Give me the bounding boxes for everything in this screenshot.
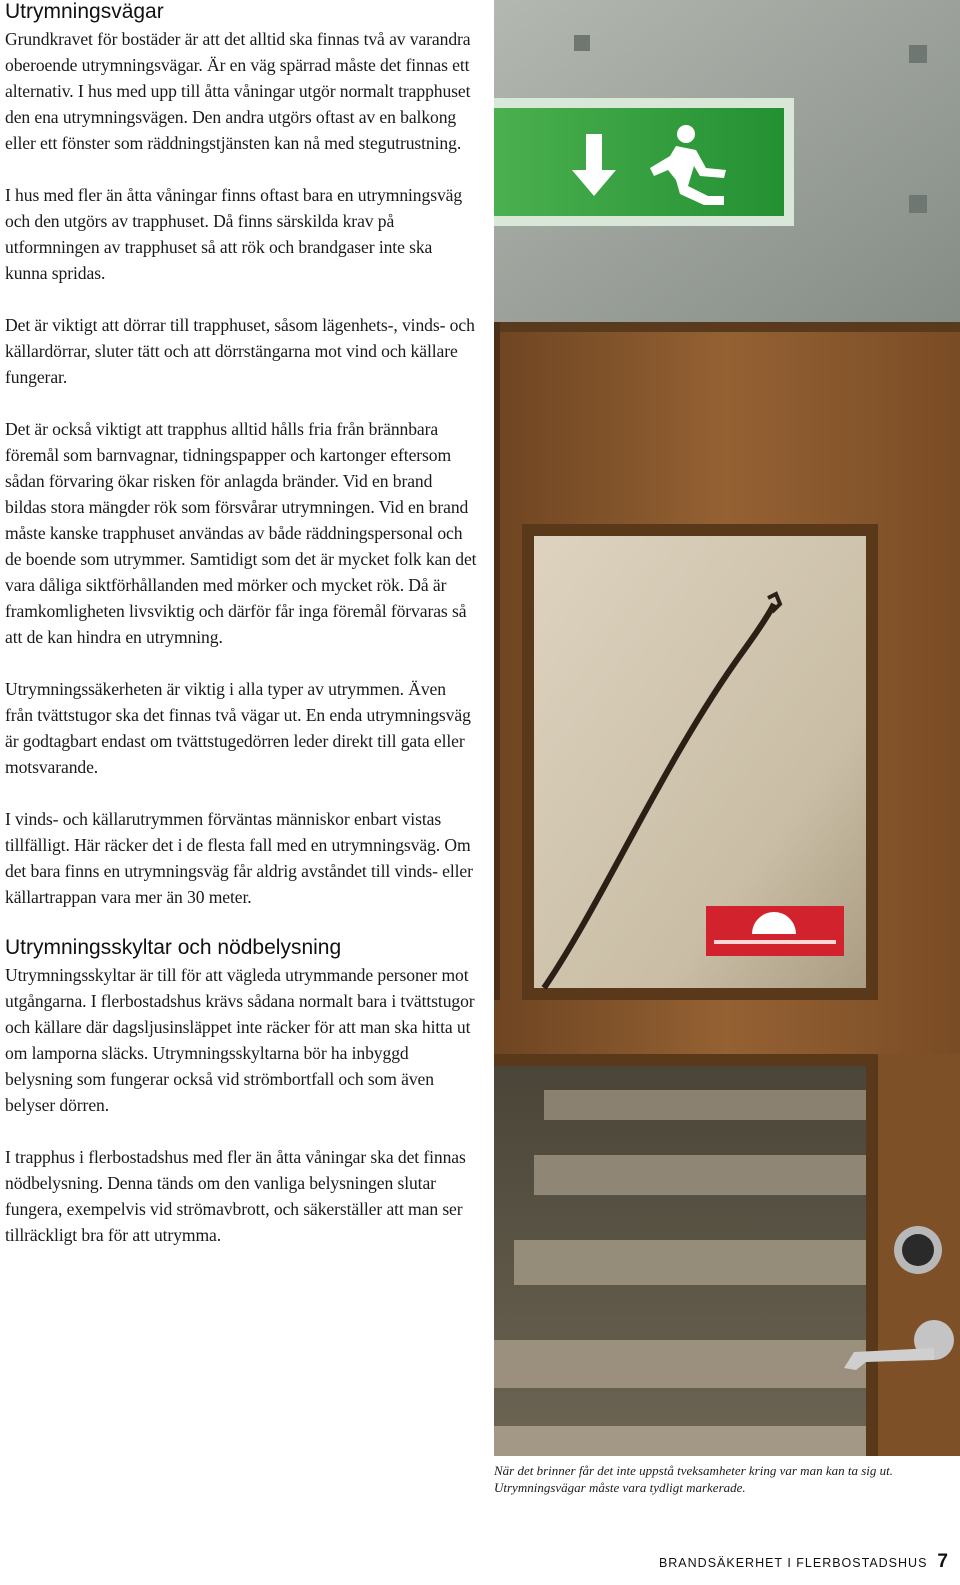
section-heading-escape-routes: Utrymningsvägar <box>5 0 164 23</box>
paragraph: Utrymningsskyltar är till för att vägleda utrymmande personer mot utgångarna. I flerbostadshus krävs sådana normalt bara i tvättstugor och källare där dagsljusinsläppet inte räcker för att man ska hitta ut om lamporna släcks. Utrymningsskyltarna bör ha inbyggd belysning som fungerar också vid strömbortfall och som även belyser dörren. <box>5 965 475 1115</box>
page-number: 7 <box>937 1551 948 1572</box>
text-column <box>5 0 477 1274</box>
exit-sign <box>494 98 794 226</box>
paragraph: I trapphus i flerbostadshus med fler än åtta våningar ska det finnas nödbelysning. Denna tänds om den vanliga belysningen slutar fungera, exempelvis vid strömavbrott, och säkerställer att man ser tillräckligt bra för att utrymma. <box>5 1147 466 1245</box>
paragraph: Grundkravet för bostäder är att det alltid ska finnas två av varandra oberoende utrymningsvägar. Är en väg spärrad måste det finnas ett alternativ. I hus med upp till åtta våningar utgör normalt trapphuset den ena utrymningsvägen. Den andra utgörs oftast av en balkong eller ett fönster som räddningstjänsten kan nå med stegutrustning. <box>5 29 471 153</box>
paragraph: Det är också viktigt att trapphus alltid hålls fria från brännbara föremål som barnvagnar, tidningspapper och kartonger eftersom sådan förvaring ökar risken för anlagda bränder. Vid en brand bildas stora mängder rök som försvårar utrymningen. Vid en brand måste kanske trapphuset användas av både räddningspersonal och de boende som utrymmer. Samtidigt som det är mycket folk kan det vara dåliga siktförhållanden med mörker och mycket rök. Då är framkomligheten livsviktig och därför får inga föremål förvaras så att de kan hindra en utrymning. <box>5 419 477 647</box>
footer-title: BRANDSÄKERHET I FLERBOSTADSHUS <box>658 1556 928 1570</box>
photo-caption: När det brinner får det inte uppstå tveksamheter kring var man kan ta sig ut. Utrymningsvägar måste vara tydligt markerade. <box>494 1463 893 1495</box>
stairwell-door-photo <box>494 0 960 1456</box>
paragraph: I hus med fler än åtta våningar finns oftast bara en utrymningsväg och den utgörs av trapphuset. Då finns särskilda krav på utformningen av trapphuset så att rök och brandgaser inte ska kunna spridas. <box>5 185 463 283</box>
fire-door-sign <box>706 906 844 956</box>
paragraph: Det är viktigt att dörrar till trapphuset, såsom lägenhets-, vinds- och källardörrar, sluter tätt och att dörrstängarna mot vind och källare fungerar. <box>5 315 475 387</box>
paragraph: Utrymningssäkerheten är viktig i alla typer av utrymmen. Även från tvättstugor ska det finnas två vägar ut. En enda utrymningsväg är godtagbart endast om tvättstugedörren leder direkt till gata eller motsvarande. <box>5 679 471 777</box>
paragraph: I vinds- och källarutrymmen förväntas människor enbart vistas tillfälligt. Här räcker det i de flesta fall med en utrymningsväg. Om det bara finns en utrymningsväg får aldrig avståndet till vinds- eller källartrappan vara mer än 30 meter. <box>5 809 473 907</box>
page-footer <box>659 1551 948 1573</box>
section-heading-exit-signs: Utrymningsskyltar och nödbelysning <box>5 936 342 959</box>
